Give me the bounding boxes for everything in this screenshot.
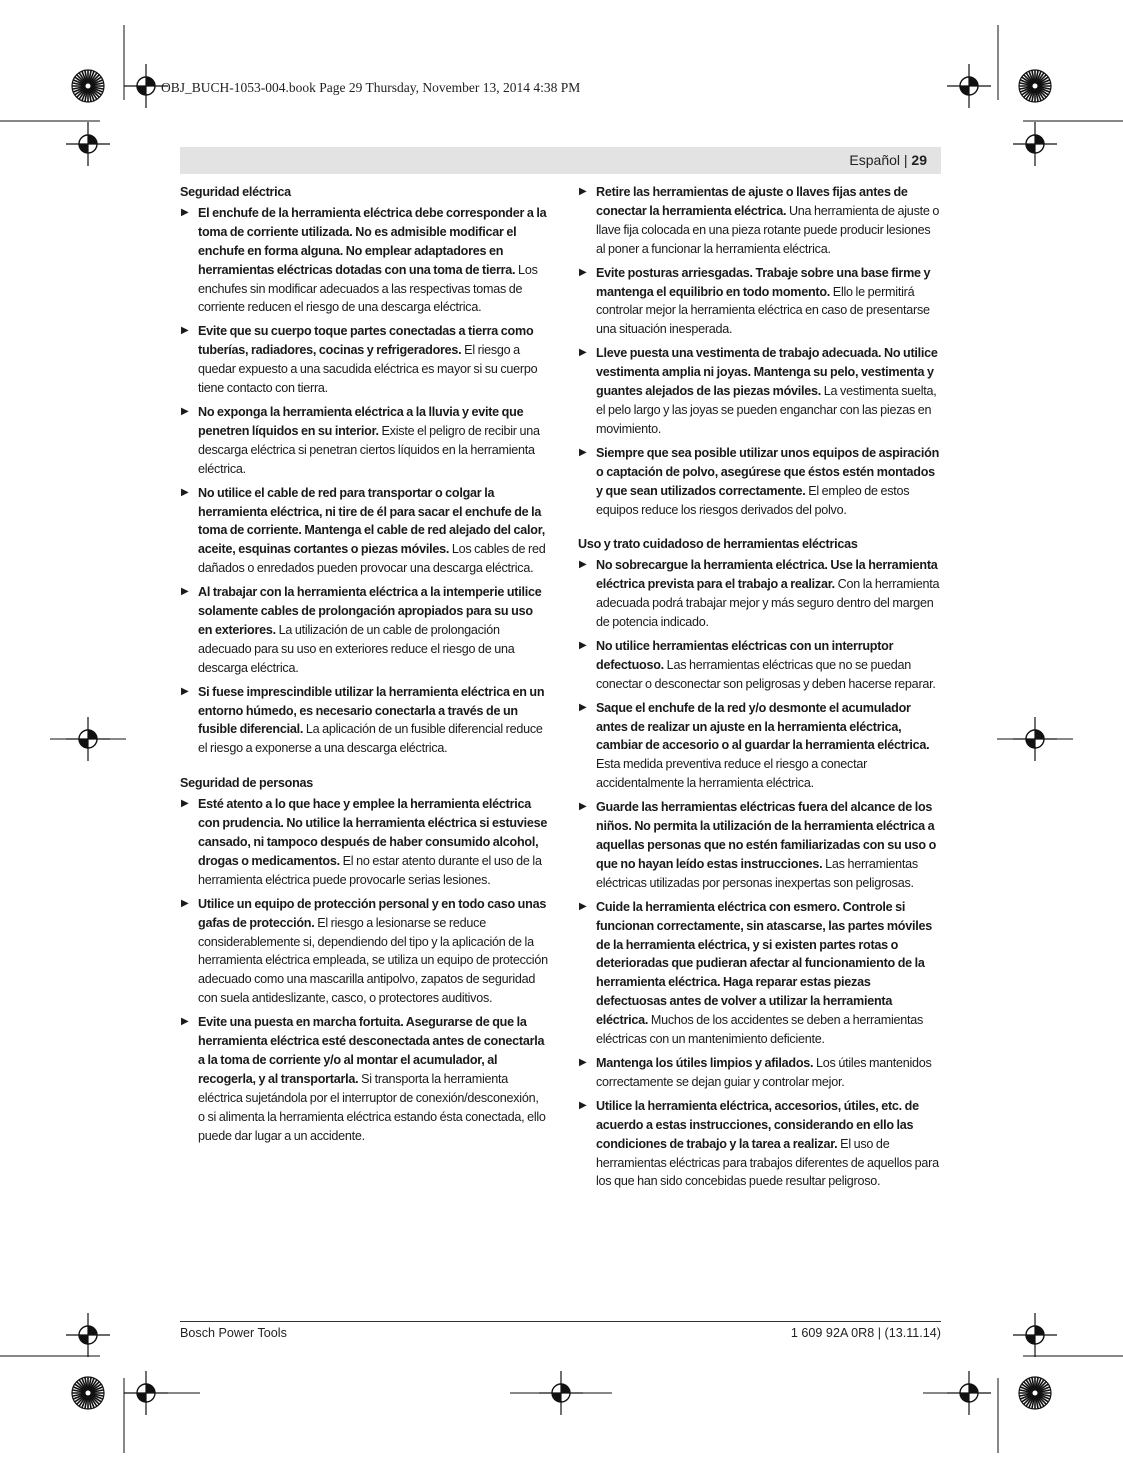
bullet-arrow-icon: ▶: [181, 486, 189, 498]
list-item: [578, 444, 942, 520]
item-text: Los cables de red dañados o enredados pueden provocar una descarga eléctrica.: [198, 542, 546, 576]
page-number: 29: [911, 152, 927, 168]
bullet-arrow-icon: ▶: [579, 186, 587, 197]
bullet-arrow-icon: ▶: [181, 897, 189, 909]
footer-rule: [180, 1321, 941, 1322]
bullet-arrow-icon: ▶: [181, 586, 189, 598]
section-heading: Uso y trato cuidadoso de herramientas eléctricas: [578, 537, 858, 552]
right-column: [578, 183, 942, 1196]
item-text: Existe el peligro de recibir una descarga eléctrica si penetran ciertos líquidos en la herramienta eléctrica.: [198, 423, 540, 476]
item-bold: Evite una puesta en marcha fortuita. Asegurarse de que la herramienta eléctrica esté desconectada antes de conectarla a la toma de corriente y/o al montar el acumulador, al recogerla, y al transportarla.: [198, 1015, 545, 1086]
item-bold: Al trabajar con la herramienta eléctrica a la intemperie utilice solamente cables de prolongación apropiados para su uso en exteriores.: [198, 585, 542, 637]
list-item: [578, 264, 942, 340]
item-text: La vestimenta suelta, el pelo largo y las joyas se pueden enganchar con las piezas en movimiento.: [596, 384, 937, 436]
bullet-arrow-icon: ▶: [181, 206, 189, 218]
item-bold: Mantenga los útiles limpios y afilados.: [596, 1055, 814, 1070]
header-language: Español: [849, 152, 900, 168]
header-label: [849, 152, 927, 168]
section-heading: Seguridad de personas: [180, 776, 314, 791]
list-item: [180, 795, 548, 890]
item-bold: No exponga la herramienta eléctrica a la lluvia y evite que penetren líquidos en su interior.: [198, 404, 524, 438]
print-slug-line: OBJ_BUCH-1053-004.book Page 29 Thursday, November 13, 2014 4:38 PM: [161, 80, 581, 95]
list-item: [180, 583, 548, 678]
list-item: [578, 637, 942, 694]
item-text: Ello le permitirá controlar mejor la herramienta eléctrica en caso de presentarse una situación inesperada.: [596, 284, 930, 337]
item-text: El empleo de estos equipos reduce los riesgos derivados del polvo.: [596, 483, 910, 517]
header-separator: |: [900, 152, 912, 168]
bullet-arrow-icon: ▶: [579, 347, 587, 359]
list-item: [180, 683, 548, 759]
page-header: [180, 147, 941, 174]
list-item: [578, 898, 942, 1049]
bullet-arrow-icon: ▶: [579, 701, 587, 713]
list-item: [180, 1013, 548, 1145]
bullet-arrow-icon: ▶: [579, 266, 587, 278]
item-bold: Guarde las herramientas eléctricas fuera del alcance de los niños. No permita la utilización de la herramienta eléctrica a aquellas personas que no estén familiarizadas con su uso o que no hayan leído estas instrucciones.: [596, 800, 937, 871]
list-item: [180, 403, 548, 479]
bullet-arrow-icon: ▶: [579, 446, 587, 458]
item-text: La aplicación de un fusible diferencial reduce el riesgo a exponerse a una descarga eléctrica.: [198, 722, 543, 756]
section-heading: Seguridad eléctrica: [180, 185, 291, 199]
bullet-arrow-icon: ▶: [579, 801, 587, 813]
item-text: El uso de herramientas eléctricas para trabajos diferentes de aquellos para los que han sido concebidas puede resultar peligroso.: [596, 1136, 939, 1189]
item-bold: No utilice el cable de red para transportar o colgar la herramienta eléctrica, ni tire de él para sacar el enchufe de la toma de corriente. Mantenga el cable de red alejado del calor, aceite, esquinas cortantes o piezas móviles.: [198, 485, 545, 557]
list-item: [180, 484, 548, 579]
item-text: Los enchufes sin modificar adecuados a las respectivas tomas de corriente reducen el riesgo de una descarga eléctrica.: [198, 262, 538, 315]
item-text: Muchos de los accidentes se deben a herramientas eléctricas con un mantenimiento deficiente.: [596, 1013, 924, 1047]
item-bold: Siempre que sea posible utilizar unos equipos de aspiración o captación de polvo, asegúrese que éstos estén montados y que sean utilizados correctamente.: [596, 445, 940, 498]
bullet-arrow-icon: ▶: [181, 325, 189, 337]
bullet-arrow-icon: ▶: [579, 639, 587, 651]
list-item: [578, 699, 942, 794]
item-text: El no estar atento durante el uso de la herramienta eléctrica puede provocarle serias lesiones.: [198, 853, 542, 887]
item-bold: No sobrecargue la herramienta eléctrica. Use la herramienta eléctrica prevista para el trabajo a realizar.: [596, 558, 938, 592]
item-text: Esta medida preventiva reduce el riesgo a conectar accidentalmente la herramienta eléctrica.: [596, 757, 868, 791]
bullet-arrow-icon: ▶: [579, 559, 587, 571]
item-bold: Utilice un equipo de protección personal y en todo caso unas gafas de protección.: [198, 896, 547, 930]
item-bold: Saque el enchufe de la red y/o desmonte el acumulador antes de realizar un ajuste en la herramienta eléctrica, cambiar de accesorio o al guardar la herramienta eléctrica.: [596, 700, 930, 753]
item-bold: Esté atento a lo que hace y emplee la herramienta eléctrica con prudencia. No utilice la herramienta eléctrica si estuviese cansado, ni tampoco después de haber consumido alcohol, drogas o medicamentos.: [198, 797, 548, 868]
bullet-arrow-icon: ▶: [579, 900, 587, 912]
item-text: Las herramientas eléctricas que no se puedan conectar o desconectar son peligrosas y deben hacerse reparar.: [596, 657, 936, 691]
bullet-arrow-icon: ▶: [181, 685, 189, 697]
left-column: [180, 183, 548, 1151]
item-text: Los útiles mantenidos correctamente se dejan guiar y controlar mejor.: [596, 1055, 932, 1089]
item-text: Con la herramienta adecuada podrá trabajar mejor y más seguro dentro del margen de potencia indicado.: [596, 577, 940, 630]
footer-brand: Bosch Power Tools: [180, 1326, 287, 1340]
list-item: [180, 322, 548, 398]
item-bold: Lleve puesta una vestimenta de trabajo adecuada. No utilice vestimenta amplia ni joyas. Mantenga su pelo, vestimenta y guantes alejados de las piezas móviles.: [596, 346, 938, 399]
item-bold: Cuide la herramienta eléctrica con esmero. Controle si funcionan correctamente, sin atascarse, las partes móviles de la herramienta eléctrica, y si existen partes rotas o deterioradas que pudieran afectar al funcionamiento de la herramienta eléctrica. Haga reparar estas piezas defectuosas antes de volver a utilizar la herramienta eléctrica.: [596, 899, 932, 1028]
item-bold: Evite posturas arriesgadas. Trabaje sobre una base firme y mantenga el equilibrio en todo momento.: [596, 265, 931, 299]
list-item: [578, 1097, 942, 1192]
item-text: La utilización de un cable de prolongación adecuado para su uso en exteriores reduce el riesgo de una descarga eléctrica.: [198, 622, 515, 675]
list-item: [578, 1054, 942, 1092]
footer-doc-number: 1 609 92A 0R8 | (13.11.14): [790, 1326, 941, 1340]
bullet-arrow-icon: ▶: [579, 1099, 587, 1111]
list-item: [578, 344, 942, 439]
item-text: Las herramientas eléctricas utilizadas por personas inexpertas son peligrosas.: [596, 856, 918, 890]
item-text: El riesgo a lesionarse se reduce considerablemente si, dependiendo del tipo y la aplicación de la herramienta eléctrica empleada, se utiliza un equipo de protección adecuado como una mascarilla antipolvo, zapatos de seguridad con suela antideslizante, casco, o protectores auditivos.: [198, 915, 548, 1006]
list-item: [578, 798, 942, 893]
item-bold: Evite que su cuerpo toque partes conectadas a tierra como tuberías, radiadores, cocinas y refrigeradores.: [198, 324, 534, 358]
bullet-arrow-icon: ▶: [181, 1016, 189, 1028]
item-bold: Retire las herramientas de ajuste o llaves fijas antes de conectar la herramienta eléctrica.: [596, 185, 908, 218]
bullet-arrow-icon: ▶: [181, 405, 189, 417]
item-bold: Si fuese imprescindible utilizar la herramienta eléctrica en un entorno húmedo, es necesario conectarla a través de un fusible diferencial.: [198, 684, 545, 737]
list-item: [180, 895, 548, 1008]
list-item: [180, 204, 548, 317]
list-item: [578, 556, 942, 632]
item-bold: Utilice la herramienta eléctrica, accesorios, útiles, etc. de acuerdo a estas instrucciones, considerando en ello las condiciones de trabajo y la tarea a realizar.: [596, 1098, 919, 1151]
item-text: Si transporta la herramienta eléctrica sujetándola por el interruptor de conexión/desconexión, o si alimenta la herramienta eléctrica estando ésta conectada, ello puede dar lugar a un accidente.: [198, 1071, 546, 1143]
item-bold: El enchufe de la herramienta eléctrica debe corresponder a la toma de corriente utilizada. No es admisible modificar el enchufe en forma alguna. No emplear adaptadores en herramientas eléctricas dotadas con una toma de tierra.: [198, 205, 547, 277]
item-bold: No utilice herramientas eléctricas con un interruptor defectuoso.: [596, 638, 894, 672]
item-text: Una herramienta de ajuste o llave fija colocada en una pieza rotante puede producir lesiones al poner a funcionar la herramienta eléctrica.: [596, 203, 940, 256]
bullet-arrow-icon: ▶: [181, 798, 189, 810]
item-text: El riesgo a quedar expuesto a una sacudida eléctrica es mayor si su cuerpo tiene contacto con tierra.: [198, 343, 538, 396]
list-item: [578, 183, 942, 259]
bullet-arrow-icon: ▶: [579, 1056, 587, 1068]
